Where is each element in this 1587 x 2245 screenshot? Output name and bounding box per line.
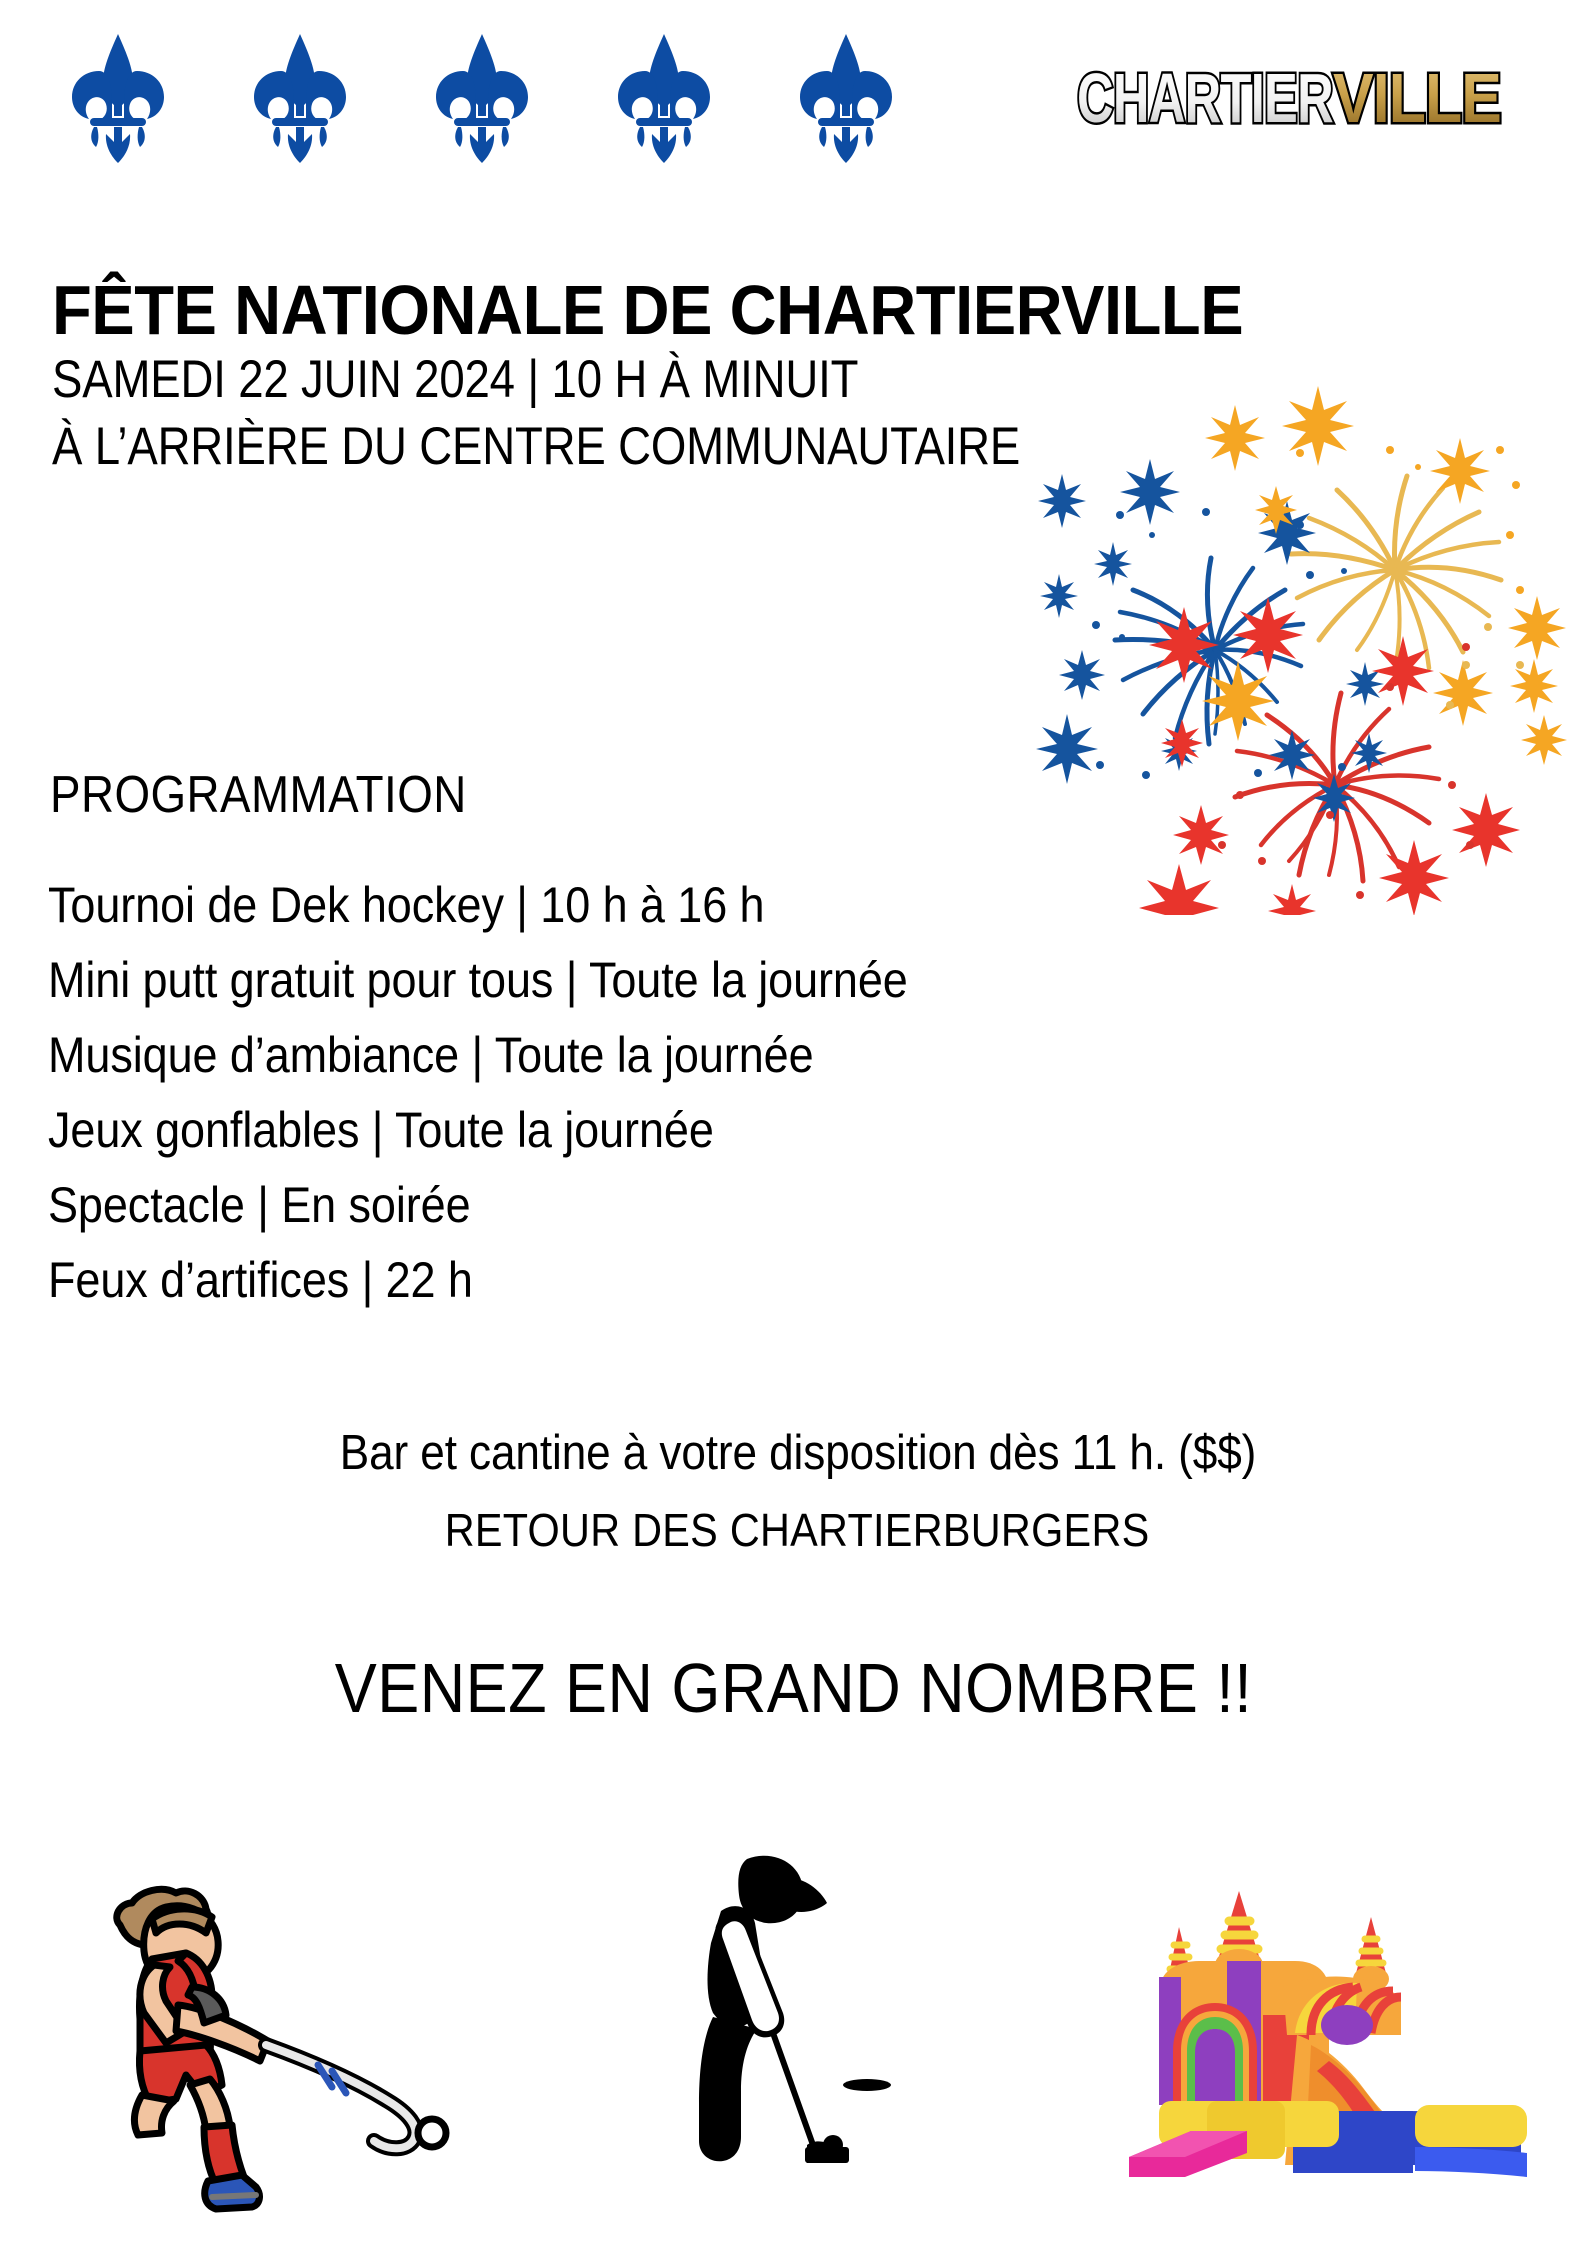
firework-sparks-group xyxy=(1036,386,1567,915)
page-title: FÊTE NATIONALE DE CHARTIERVILLE xyxy=(52,271,1244,349)
programme-heading: PROGRAMMATION xyxy=(50,766,467,824)
chartierville-logo xyxy=(1075,46,1505,142)
header-band xyxy=(0,0,1587,190)
logo-text-chartier: CHARTIER xyxy=(1077,59,1334,137)
programme-item: Jeux gonflables | Toute la journée xyxy=(48,1102,714,1158)
field-hockey-player-icon xyxy=(70,1855,460,2235)
services-block xyxy=(0,1425,1587,1557)
programme-item: Spectacle | En soirée xyxy=(48,1177,471,1233)
fleur-de-lis-row xyxy=(58,30,906,165)
event-date-time: SAMEDI 22 JUIN 2024 | 10 H À MINUIT xyxy=(52,350,859,409)
fleur-de-lis-icon xyxy=(604,30,724,165)
event-location: À L’ARRIÈRE DU CENTRE COMMUNAUTAIRE xyxy=(52,416,1021,476)
programme-item: Musique d’ambiance | Toute la journée xyxy=(48,1027,814,1083)
bar-canteen-note: Bar et cantine à votre disposition dès 11 h. ($$) xyxy=(339,1426,1257,1480)
programme-list xyxy=(48,868,1348,1318)
fleur-de-lis-icon xyxy=(58,30,178,165)
call-to-action: VENEZ EN GRAND NOMBRE !! xyxy=(334,1649,1253,1727)
bottom-icon-row xyxy=(0,1845,1587,2245)
chartierburgers-note: RETOUR DES CHARTIERBURGERS xyxy=(444,1504,1150,1556)
logo-text-ville: VILLE xyxy=(1333,59,1501,137)
fleur-de-lis-icon xyxy=(240,30,360,165)
programme-item: Feux d’artifices | 22 h xyxy=(48,1252,473,1308)
fleur-de-lis-icon xyxy=(422,30,542,165)
fireworks-icon xyxy=(1000,375,1570,915)
bouncy-castle-icon xyxy=(1115,1865,1545,2235)
programme-item: Tournoi de Dek hockey | 10 h à 16 h xyxy=(48,877,765,933)
mini-putt-golfer-icon xyxy=(655,1845,985,2235)
programme-item: Mini putt gratuit pour tous | Toute la journée xyxy=(48,952,908,1008)
fleur-de-lis-icon xyxy=(786,30,906,165)
